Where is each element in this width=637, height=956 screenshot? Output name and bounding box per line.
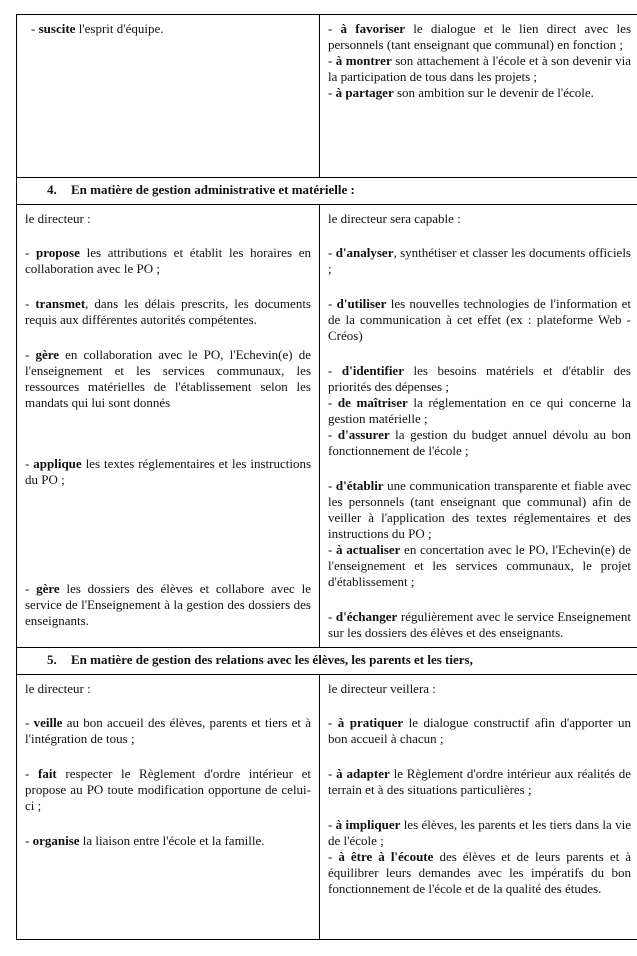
- list-item: [25, 833, 311, 849]
- section-title: En matière de gestion administrative et matérielle :: [71, 182, 355, 197]
- item-text: une communication transparente et fiable avec les personnels (tant enseignant que communal) afin de veiller à l'application des textes réglementaires et des instructions du PO ;: [328, 478, 631, 541]
- item-verb: à partager: [335, 85, 394, 100]
- item-verb: d'établir: [335, 478, 384, 493]
- item-text: l'esprit d'équipe.: [75, 21, 164, 36]
- item-verb: gère: [35, 347, 60, 362]
- item-text: au bon accueil des élèves, parents et tiers et à l'intégration de tous ;: [25, 715, 311, 746]
- item-verb: gère: [36, 581, 60, 596]
- section-number: 5.: [47, 652, 57, 667]
- item-verb: veille: [33, 715, 63, 730]
- item-text: le dialogue constructif afin d'apporter un bon accueil à chacun ;: [328, 715, 631, 746]
- list-item: [25, 581, 311, 629]
- left-cell: [17, 205, 320, 648]
- item-verb: d'assurer: [337, 427, 390, 442]
- item-verb: suscite: [38, 21, 76, 36]
- column-intro: le directeur sera capable :: [328, 211, 461, 226]
- item-verb: d'analyser: [335, 245, 394, 260]
- item-dash: -: [25, 715, 34, 730]
- item-dash: -: [25, 347, 36, 362]
- item-text: le dialogue et le lien direct avec les personnels (tant enseignant que communal) en fonction ;: [328, 21, 631, 52]
- item-text: régulièrement avec le service Enseignement sur les dossiers des élèves et des enseignants.: [328, 609, 631, 640]
- right-cell: [320, 675, 637, 940]
- list-item: [25, 766, 311, 814]
- list-item: [328, 363, 631, 395]
- list-item: [25, 347, 311, 411]
- table-row: [17, 675, 637, 940]
- list-item: [328, 296, 631, 344]
- item-verb: à être à l'écoute: [338, 849, 434, 864]
- item-text: en concertation avec le PO, l'Echevin(e) de l'enseignement et les services communaux, le projet d'établissement ;: [328, 542, 631, 589]
- item-dash: -: [25, 581, 37, 596]
- list-item: [25, 456, 311, 488]
- item-dash: -: [25, 245, 37, 260]
- document-page: [16, 14, 631, 940]
- item-text: son ambition sur le devenir de l'école.: [393, 85, 594, 100]
- item-verb: à adapter: [336, 766, 390, 781]
- item-verb: d'utiliser: [336, 296, 387, 311]
- list-item: [25, 21, 311, 37]
- responsibilities-table: [16, 14, 637, 940]
- item-dash: -: [25, 766, 38, 781]
- list-item: [328, 21, 631, 53]
- section-header-row: [17, 178, 637, 205]
- list-item: [328, 849, 631, 897]
- column-intro: le directeur :: [25, 681, 91, 696]
- list-item: [328, 478, 631, 542]
- left-cell: [17, 15, 320, 178]
- section-5-title: [17, 648, 637, 675]
- list-item: [328, 85, 631, 101]
- list-item: [328, 817, 631, 849]
- column-intro: le directeur :: [25, 211, 91, 226]
- item-verb: transmet: [35, 296, 86, 311]
- item-dash: -: [25, 833, 33, 848]
- item-text: son attachement à l'école et à son devenir via la participation de tous dans les projets ;: [328, 53, 631, 84]
- item-text: , dans les délais prescrits, les documents requis aux différentes autorités compétentes.: [25, 296, 311, 327]
- item-verb: à favoriser: [340, 21, 406, 36]
- item-text: en collaboration avec le PO, l'Echevin(e) de l'enseignement et les services communaux, les ressources matérielles de l'établissement selon les mandats qui lui sont donnés: [25, 347, 311, 410]
- item-verb: propose: [36, 245, 80, 260]
- item-verb: d'échanger: [335, 609, 398, 624]
- item-dash: -: [328, 363, 342, 378]
- list-item: [25, 245, 311, 277]
- list-item: [328, 715, 631, 747]
- section-4-title: [17, 178, 637, 205]
- item-verb: applique: [33, 456, 82, 471]
- table-row: [17, 15, 637, 178]
- table-row: [17, 205, 637, 648]
- item-text: respecter le Règlement d'ordre intérieur et propose au PO toute modification opportune de celui-ci ;: [25, 766, 311, 813]
- item-text: les attributions et établit les horaires en collaboration avec le PO ;: [25, 245, 311, 276]
- item-dash: -: [328, 542, 337, 557]
- item-text: la gestion du budget annuel dévolu au bon fonctionnement de l'école ;: [328, 427, 631, 458]
- item-text: la réglementation en ce qui concerne la gestion matérielle ;: [328, 395, 631, 426]
- item-dash: -: [328, 427, 338, 442]
- item-dash: -: [328, 245, 336, 260]
- item-dash: -: [328, 21, 341, 36]
- item-verb: à actualiser: [336, 542, 401, 557]
- item-verb: fait: [37, 766, 57, 781]
- item-dash: -: [25, 456, 34, 471]
- list-item: [328, 395, 631, 427]
- item-verb: à pratiquer: [337, 715, 404, 730]
- right-cell: [320, 15, 637, 178]
- item-dash: -: [328, 296, 337, 311]
- column-intro: le directeur veillera :: [328, 681, 436, 696]
- list-item: [25, 296, 311, 328]
- section-number: 4.: [47, 182, 57, 197]
- item-text: les dossiers des élèves et collabore avec le service de l'Enseignement à la gestion des dossiers des enseignants.: [25, 581, 311, 628]
- item-text: les textes réglementaires et les instructions du PO ;: [25, 456, 311, 487]
- section-header-row: [17, 648, 637, 675]
- item-dash: -: [328, 766, 337, 781]
- list-item: [328, 766, 631, 798]
- item-dash: -: [31, 21, 39, 36]
- item-dash: -: [328, 85, 336, 100]
- item-dash: -: [328, 53, 336, 68]
- item-verb: organise: [32, 833, 80, 848]
- section-title: En matière de gestion des relations avec les élèves, les parents et les tiers,: [71, 652, 473, 667]
- item-text: , synthétiser et classer les documents officiels ;: [328, 245, 631, 276]
- item-verb: à montrer: [335, 53, 392, 68]
- item-dash: -: [328, 478, 336, 493]
- list-item: [328, 245, 631, 277]
- item-text: les nouvelles technologies de l'information et de la communication à cet effet (ex : plateforme Web - Créos): [328, 296, 631, 343]
- item-text: les élèves, les parents et les tiers dans la vie de l'école ;: [328, 817, 631, 848]
- item-text: la liaison entre l'école et la famille.: [79, 833, 265, 848]
- item-dash: -: [328, 817, 336, 832]
- item-dash: -: [328, 395, 338, 410]
- item-dash: -: [25, 296, 36, 311]
- right-cell: [320, 205, 637, 648]
- item-dash: -: [328, 609, 336, 624]
- item-verb: de maîtriser: [337, 395, 408, 410]
- list-item: [25, 715, 311, 747]
- list-item: [328, 609, 631, 641]
- list-item: [328, 427, 631, 459]
- item-text: des élèves et de leurs parents et à équilibrer leurs demandes avec les impératifs du bon fonctionnement de l'école et de la qualité des études.: [328, 849, 631, 896]
- item-verb: d'identifier: [341, 363, 404, 378]
- item-text: le Règlement d'ordre intérieur aux réalités de terrain et à des situations particulières ;: [328, 766, 631, 797]
- item-dash: -: [328, 849, 339, 864]
- item-dash: -: [328, 715, 338, 730]
- list-item: [328, 53, 631, 85]
- left-cell: [17, 675, 320, 940]
- list-item: [328, 542, 631, 590]
- item-verb: à impliquer: [335, 817, 401, 832]
- item-text: les besoins matériels et d'établir des priorités des dépenses ;: [328, 363, 631, 394]
